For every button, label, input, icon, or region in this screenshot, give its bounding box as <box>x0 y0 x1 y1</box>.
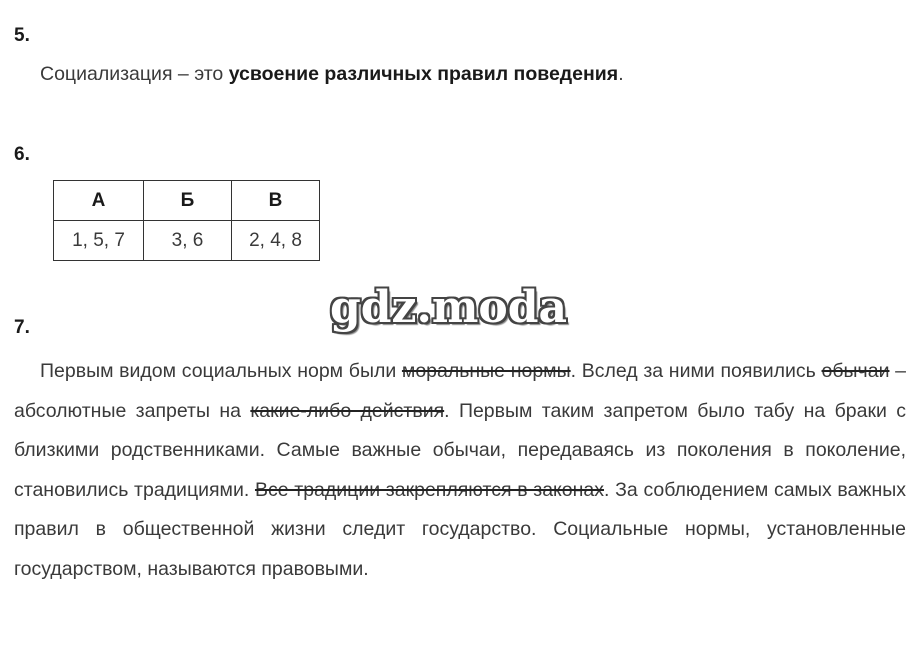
value-cell-b: 3, 6 <box>144 221 232 261</box>
task-5-text-bold: усвоение различных правил поведения <box>228 63 619 85</box>
segment: Первым видом социальных норм были <box>40 360 402 382</box>
task-5-answer <box>40 63 624 86</box>
task-5-text-after: . <box>618 63 624 85</box>
task-5-number: 5. <box>14 25 30 46</box>
table-header-row <box>54 181 320 221</box>
table-row <box>54 221 320 261</box>
header-cell-v: В <box>232 181 320 221</box>
struck-segment: моральные нормы <box>401 360 571 382</box>
task-5-text-before: Социализация – это <box>40 63 229 85</box>
header-cell-a: А <box>54 181 144 221</box>
segment: . За соблюдением самых важных правил в общественной жизни следит государство. Социальные нормы, установленные государством, называются правовыми. <box>14 478 906 580</box>
value-cell-a: 1, 5, 7 <box>54 221 144 261</box>
segment: Все традиции закрепляются в законах <box>254 478 605 501</box>
task-6-answer-table <box>53 180 320 261</box>
task-6-number: 6. <box>14 144 30 165</box>
task-7-number: 7. <box>14 317 30 338</box>
segment: . Вслед за ними появились <box>570 360 822 382</box>
value-cell-v: 2, 4, 8 <box>232 221 320 261</box>
struck-segment: обычаи <box>821 360 890 382</box>
segment: – абсолютные запреты на <box>14 360 906 422</box>
paragraph-indent <box>14 360 40 382</box>
header-cell-b: Б <box>144 181 232 221</box>
task-7-paragraph <box>14 352 906 589</box>
segment: . Первым таким запретом было табу на браки с близкими родственниками. Самые важные обычаи, передаваясь из поколения в поколение, становились традициями. <box>14 399 906 501</box>
struck-segment: какие-либо действия <box>250 399 445 422</box>
watermark-logo: gdz.moda <box>330 282 568 333</box>
